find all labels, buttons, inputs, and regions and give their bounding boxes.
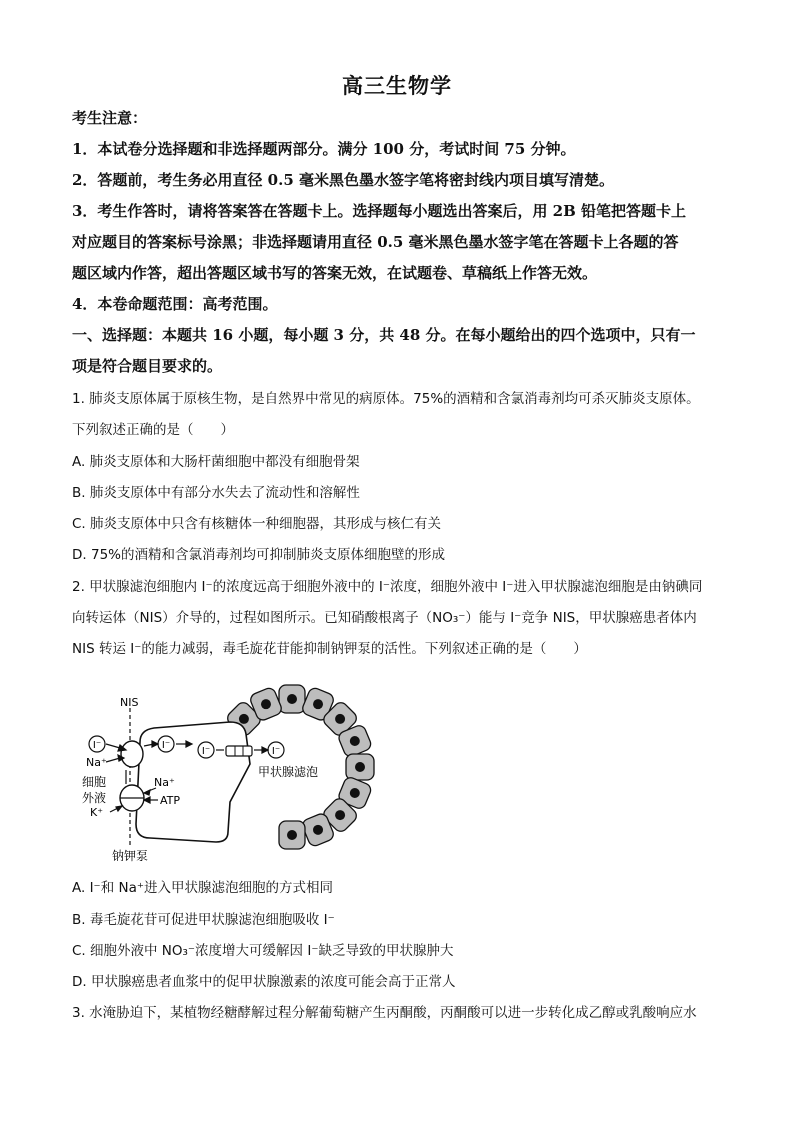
atp-label: ATP xyxy=(160,794,181,807)
page-title: 高三生物学 xyxy=(342,73,452,98)
follicle-label: 甲状腺滤泡 xyxy=(258,765,319,779)
q2-stem-line-2: 向转运体（NIS）介导的，过程如图所示。已知硝酸根离子（NO₃⁻）能与 I⁻竞争 NIS，甲状腺癌患者体内 xyxy=(72,610,697,626)
section-heading-line-1: 一、选择题：本题共 16 小题，每小题 3 分，共 48 分。在每小题给出的四个选项中，只有一 xyxy=(72,326,696,344)
notice-item-3-cont-2: 题区域内作答，超出答题区域书写的答案无效，在试题卷、草稿纸上作答无效。 xyxy=(72,264,598,282)
notice-item-3-cont-1: 对应题目的答案标号涂黑；非选择题请用直径 0.5 毫米黑色墨水签字笔在答题卡上各题的答 xyxy=(72,233,679,251)
q1-option-d: D. 75%的酒精和含氯消毒剂均可抑制肺炎支原体细胞壁的形成 xyxy=(72,547,445,563)
notice-item-1: 1．本试卷分选择题和非选择题两部分。满分 100 分，考试时间 75 分钟。 xyxy=(72,140,576,158)
pump-label: 钠钾泵 xyxy=(112,849,149,862)
iodide-label-3: I⁻ xyxy=(201,746,211,757)
sodium-cytoplasm-label: Na⁺ xyxy=(154,776,175,789)
q1-option-c: C. 肺炎支原体中只含有核糖体一种细胞器，其形成与核仁有关 xyxy=(72,516,442,532)
q2-option-c: C. 细胞外液中 NO₃⁻浓度增大可缓解因 I⁻缺乏导致的甲状腺肿大 xyxy=(72,943,454,959)
q2-stem-line-3: NIS 转运 I⁻的能力减弱，毒毛旋花苷能抑制钠钾泵的活性。下列叙述正确的是（ ） xyxy=(72,641,587,657)
iodide-label-2: I⁻ xyxy=(161,740,171,751)
iodide-label-4: I⁻ xyxy=(271,746,281,757)
iodide-label-1: I⁻ xyxy=(92,740,102,751)
cell-nucleus xyxy=(313,699,323,709)
cell-nucleus xyxy=(355,762,365,772)
nis-transporter xyxy=(121,741,143,767)
cell-nucleus xyxy=(350,736,360,746)
q2-option-b: B. 毒毛旋花苷可促进甲状腺滤泡细胞吸收 I⁻ xyxy=(72,912,335,928)
potassium-label: K⁺ xyxy=(90,806,104,819)
extracellular-label-2: 外液 xyxy=(82,791,107,805)
q2-option-a: A. I⁻和 Na⁺进入甲状腺滤泡细胞的方式相同 xyxy=(72,880,333,896)
cell-nucleus xyxy=(287,830,297,840)
apical-channel xyxy=(226,746,252,756)
q1-option-b: B. 肺炎支原体中有部分水失去了流动性和溶解性 xyxy=(72,485,360,501)
section-heading-line-2: 项是符合题目要求的。 xyxy=(72,357,223,375)
q1-option-a: A. 肺炎支原体和大肠杆菌细胞中都没有细胞骨架 xyxy=(72,454,360,470)
cell-nucleus xyxy=(350,788,360,798)
cell-nucleus xyxy=(335,714,345,724)
extracellular-label-1: 细胞 xyxy=(82,775,107,789)
cell-nucleus xyxy=(287,694,297,704)
cell-nucleus xyxy=(261,699,271,709)
q2-option-d: D. 甲状腺癌患者血浆中的促甲状腺激素的浓度可能会高于正常人 xyxy=(72,974,456,990)
notice-item-4: 4．本卷命题范围：高考范围。 xyxy=(72,295,278,313)
q2-stem-line-1: 2. 甲状腺滤泡细胞内 I⁻的浓度远高于细胞外液中的 I⁻浓度，细胞外液中 I⁻进入甲状腺滤泡细胞是由钠碘同 xyxy=(72,579,703,595)
q1-stem-line-2: 下列叙述正确的是（ ） xyxy=(72,422,234,438)
thyroid-iodide-transport-diagram xyxy=(80,672,400,862)
notice-heading: 考生注意： xyxy=(72,109,148,127)
sodium-outside-label: Na⁺ xyxy=(86,756,107,769)
q3-stem-line-1: 3. 水淹胁迫下，某植物经糖酵解过程分解葡萄糖产生丙酮酸，丙酮酸可以进一步转化成乙醇或乳酸响应水 xyxy=(72,1005,697,1021)
cell-nucleus xyxy=(335,810,345,820)
q1-stem-line-1: 1. 肺炎支原体属于原核生物，是自然界中常见的病原体。75%的酒精和含氯消毒剂均可杀灭肺炎支原体。 xyxy=(72,391,700,407)
notice-item-2: 2．答题前，考生务必用直径 0.5 毫米黑色墨水签字笔将密封线内项目填写清楚。 xyxy=(72,171,614,189)
notice-item-3: 3．考生作答时，请将答案答在答题卡上。选择题每小题选出答案后，用 2B 铅笔把答题卡上 xyxy=(72,202,687,220)
cell-nucleus xyxy=(313,825,323,835)
nis-label: NIS xyxy=(120,696,139,709)
cell-nucleus xyxy=(239,714,249,724)
